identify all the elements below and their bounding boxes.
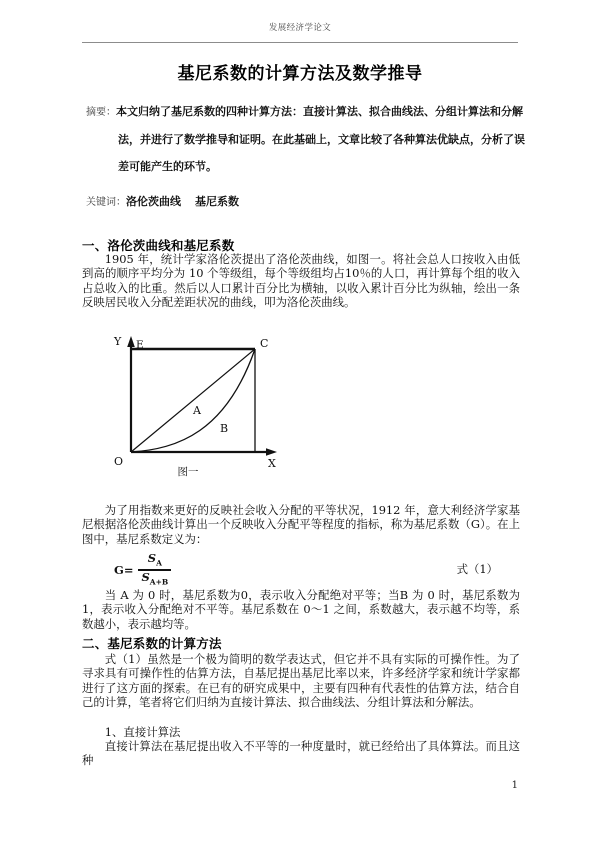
formula-denominator-subscript: A+B: [149, 576, 169, 586]
formula-row: [82, 552, 520, 584]
formula-numerator: $S_A$: [147, 551, 162, 568]
keywords-block: [86, 194, 518, 211]
formula-lhs: G=: [114, 562, 134, 577]
gini-range-paragraph: [82, 588, 520, 631]
paragraph-text: 1905 年，统计学家洛伦茨提出了洛伦茨曲线，如图一。将社会总人口按收入由低到高的顺序平均分为 10 个等级组，每个等级组均占10％的人口，再计算每个组的收入占总收入的比重。然后以人口累计百分比为横轴，以收入累计百分比为纵轴，绘出一条反映居民收入分配差距状况的曲线，叩为洛伦茨曲线。: [82, 252, 520, 310]
section-heading-one: 一、洛伦茨曲线和基尼系数: [82, 238, 235, 253]
section-one-paragraph: [82, 252, 520, 310]
formula-denominator: $S_{A+B}$: [141, 569, 169, 586]
paragraph-text: 1、直接计算法: [104, 725, 181, 739]
x-axis-arrowhead: [266, 448, 277, 456]
abstract-block: [86, 98, 525, 180]
formula-numerator-subscript: A: [156, 558, 162, 568]
abstract-line-2: [86, 126, 525, 153]
abstract-text-2: 法，并进行了数学推导和证明。在此基础上，文章比较了各种算法优缺点，分析了误: [118, 133, 525, 146]
keyword-item-1: 洛伦茨曲线: [126, 195, 181, 208]
section-two-paragraph: [82, 652, 520, 710]
area-a-label: A: [193, 404, 201, 417]
abstract-line-1: [86, 98, 523, 126]
abstract-line-3: [86, 153, 518, 180]
paragraph-text: 直接计算法在基尼提出收入不平等的一种度量时，就已经给出了具体算法。而且这种: [82, 739, 520, 768]
keyword-item-2: 基尼系数: [195, 195, 239, 208]
equation-number-label: 式（1）: [456, 562, 498, 576]
area-b-label: B: [220, 422, 229, 435]
point-e-label: E: [136, 339, 144, 351]
abstract-label: 摘要：: [86, 107, 116, 118]
paragraph-text: 为了用指数来更好的反映社会收入分配的平等状况，1912 年，意大利经济学家基尼根据洛伦茨曲线计算出一个反映收入分配平等程度的指标，称为基尼系数（G）。在上图中，基尼系数定义为：: [82, 503, 520, 546]
x-axis-label: X: [268, 457, 276, 470]
point-c-label: C: [260, 337, 269, 350]
subsection-heading-direct-method: [82, 725, 520, 739]
paragraph-text: 式（1）虽然是一个极为简明的数学表达式，但它并不具有实际的可操作性。为了寻求具有可操作性的估算方法，自基尼提出基尼比率以来，许多经济学家和统计学家都进行了这方面的探索。在已有的研究成果中，主要有四种有代表性的估算方法，结合自己的计算，笔者将它们归纳为直接计算法、拟合曲线法、分组计算法和分解法。: [82, 652, 520, 710]
subsection-paragraph-direct-method: [82, 739, 520, 768]
gini-definition-paragraph: [82, 503, 520, 546]
abstract-text-3: 差可能产生的环节。: [118, 160, 217, 173]
y-axis-arrowhead: [127, 336, 135, 347]
header-divider: [82, 42, 518, 43]
page-number: 1: [511, 780, 518, 791]
keywords-label: 关键词：: [86, 197, 126, 208]
gini-formula: [114, 552, 171, 588]
equality-diagonal-line: [131, 349, 255, 452]
origin-label: O: [114, 455, 124, 468]
figure-caption: 图一: [177, 466, 199, 478]
paragraph-text: 当 A 为 0 时，基尼系数为0，表示收入分配绝对平等；当B 为 0 时，基尼系数为1，表示收入分配绝对不平等。基尼系数在 0～1 之间，系数越大，表示越不均等，系数越小，表示越均等。: [82, 588, 520, 631]
formula-fraction: [138, 552, 171, 588]
running-header: 发展经济学论文: [268, 23, 332, 33]
abstract-text-1: 本文归纳了基尼系数的四种计算方法：直接计算法、拟合曲线法、分组计算法和分解: [116, 105, 523, 118]
y-axis-label: Y: [114, 335, 122, 348]
page-title: 基尼系数的计算方法及数学推导: [177, 64, 423, 84]
section-heading-two: 二、基尼系数的计算方法: [82, 636, 222, 651]
